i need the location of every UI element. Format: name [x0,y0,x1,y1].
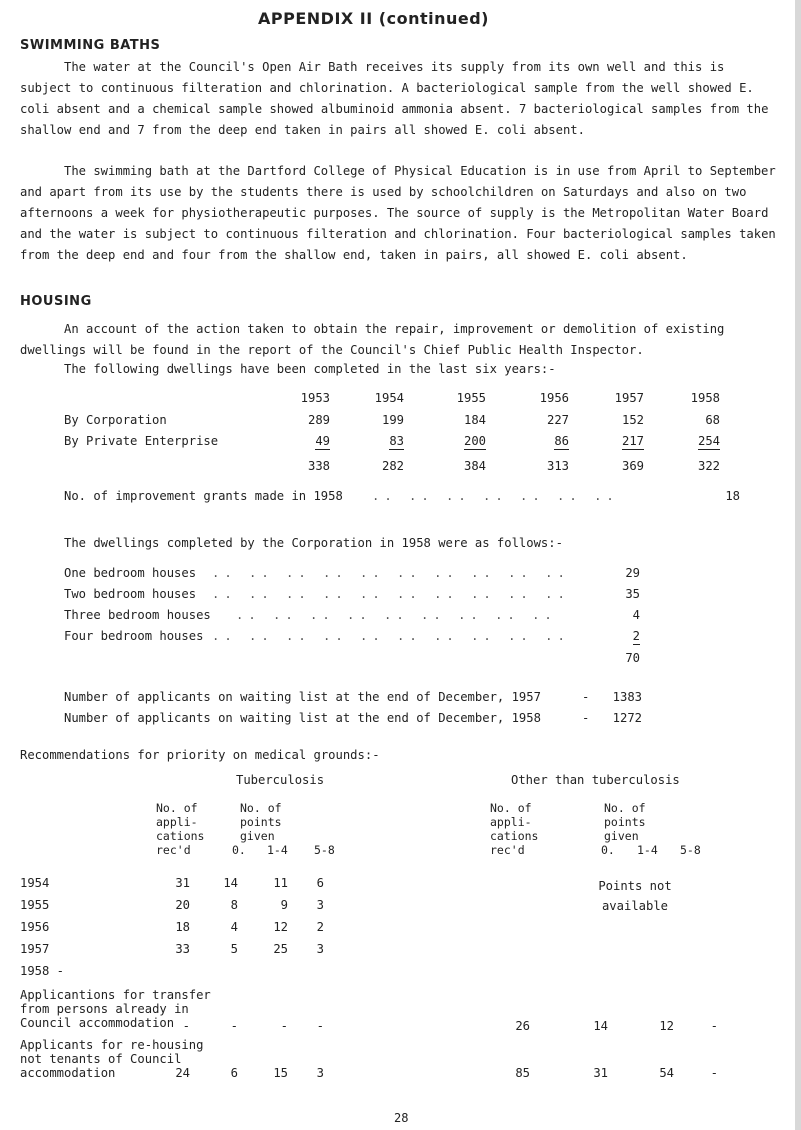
priority-intro: Recommendations for priority on medical grounds:- [20,748,380,762]
year-label-1958: 1958 - [20,964,65,978]
waiting-label-1958: Number of applicants on waiting list at the end of December, 1958 [64,711,541,725]
bedroom-label: Four bedroom houses [64,629,204,643]
table-cell: - [710,1066,718,1080]
col-header-other-points: No. of points given [604,801,646,843]
table-cell: - [316,1019,324,1033]
paragraph-swimming-college: The swimming bath at the Dartford College of Physical Education is in use from April to September and apart from its use by the students there is used by schoolchildren on Saturdays and also on two afternoons a week for physiotherapeutic purposes. The source of supply is the Metropolitan Water Board and the water is subject to continuous filteration and chlorination. Four bacteriological samples taken from the deep end and four from the shallow end, taken in pairs, all showed E. coli absent. [20,164,776,262]
completed-intro: The following dwellings have been completed in the last six years:- [64,362,556,376]
tb-heading: Tuberculosis [236,773,325,787]
table-cell: 8 [230,898,238,912]
year-header: 1954 [374,391,404,405]
table-cell: 49 [315,434,330,448]
total-cell: 322 [697,459,720,473]
year-header: 1956 [539,391,569,405]
table-cell: 152 [621,413,644,427]
waiting-label-1957: Number of applicants on waiting list at the end of December, 1957 [64,690,541,704]
table-cell: 25 [273,942,288,956]
rehousing-label: Applicants for re-housing not tenants of Council accommodation [20,1038,204,1080]
table-cell: 14 [223,876,238,890]
total-cell: 384 [463,459,486,473]
col-header-points: No. of points given [240,801,282,843]
table-cell: 20 [175,898,190,912]
table-cell: 217 [621,434,644,448]
page-title: APPENDIX II (continued) [258,9,489,28]
year-label: 1954 [20,876,50,890]
table-cell: - [230,1019,238,1033]
leader-dots: .. .. .. .. .. .. .. .. .. .. [212,566,570,580]
bedroom-label: Two bedroom houses [64,587,197,601]
bedroom-value: 29 [625,566,640,580]
sub-5-8: 5-8 [314,843,335,857]
row-label-corporation: By Corporation [64,413,167,427]
year-label: 1956 [20,920,50,934]
grants-label: No. of improvement grants made in 1958 [64,489,343,503]
table-cell: 14 [593,1019,608,1033]
table-cell: 11 [273,876,288,890]
waiting-value-1958: 1272 [612,711,642,725]
bedroom-value: 4 [632,608,640,622]
table-cell: 86 [554,434,569,448]
waiting-value-1957: 1383 [612,690,642,704]
section-heading-swimming: SWIMMING BATHS [20,38,161,53]
table-cell: 199 [381,413,404,427]
table-cell: 4 [230,920,238,934]
table-cell: 184 [463,413,486,427]
table-cell: 5 [230,942,238,956]
other-heading: Other than tuberculosis [511,773,680,787]
table-cell: 6 [316,876,324,890]
table-cell: - [280,1019,288,1033]
table-cell: 3 [316,1066,324,1080]
bedroom-label: Three bedroom houses [64,608,211,622]
table-cell: 200 [463,434,486,448]
table-cell: 54 [659,1066,674,1080]
page-number: 28 [394,1111,409,1125]
year-header: 1958 [690,391,720,405]
total-cell: 282 [381,459,404,473]
total-cell: 313 [546,459,569,473]
section-heading-housing: HOUSING [20,294,92,309]
leader-dots: .. .. .. .. .. .. .. [372,489,619,503]
sub-0: 0. [601,843,615,857]
table-cell: - [710,1019,718,1033]
bedroom-total: 70 [625,651,640,665]
table-cell: - [182,1019,190,1033]
table-cell: 68 [705,413,720,427]
table-cell: 9 [280,898,288,912]
paragraph-swimming-open-air: The water at the Council's Open Air Bath receives its supply from its own well and this is subject to continuous filteration and chlorination. A bacteriological sample from the well showed E. coli absent and a chemical sample showed albuminoid ammonia absent. 7 bacteriological samples from the shallow end and 7 from the deep end taken in pairs all showed E. coli absent. [20,60,769,137]
total-cell: 338 [307,459,330,473]
dash: - [582,690,590,704]
table-cell: 12 [659,1019,674,1033]
table-cell: 3 [316,898,324,912]
year-header: 1955 [456,391,486,405]
table-cell: 24 [175,1066,190,1080]
table-cell: 15 [273,1066,288,1080]
year-label: 1957 [20,942,50,956]
dash: - [582,711,590,725]
total-cell: 369 [621,459,644,473]
col-header-apps: No. of appli- cations rec'd [156,801,205,857]
year-header: 1957 [614,391,644,405]
table-cell: 2 [316,920,324,934]
sub-0: 0. [232,843,246,857]
table-cell: 6 [230,1066,238,1080]
grants-value: 18 [725,489,740,503]
sub-1-4: 1-4 [637,843,658,857]
table-cell: 3 [316,942,324,956]
points-not-available: Points not available [598,879,672,913]
table-cell: 12 [273,920,288,934]
corp-intro: The dwellings completed by the Corporation in 1958 were as follows:- [64,536,563,550]
table-cell: 33 [175,942,190,956]
table-cell: 289 [307,413,330,427]
sub-5-8: 5-8 [680,843,701,857]
table-cell: 85 [515,1066,530,1080]
table-cell: 18 [175,920,190,934]
table-cell: 31 [175,876,190,890]
col-header-other-apps: No. of appli- cations rec'd [490,801,539,857]
table-cell: 227 [546,413,569,427]
paragraph-housing-account: An account of the action taken to obtain the repair, improvement or demolition of existing dwellings will be found in the report of the Council's Chief Public Health Inspector. [20,322,725,357]
table-cell: 83 [389,434,404,448]
year-header: 1953 [300,391,330,405]
bedroom-label: One bedroom houses [64,566,197,580]
leader-dots: .. .. .. .. .. .. .. .. .. .. [212,587,570,601]
table-cell: 254 [697,434,720,448]
sub-1-4: 1-4 [267,843,288,857]
table-cell: 31 [593,1066,608,1080]
leader-dots: .. .. .. .. .. .. .. .. .. .. [212,629,570,643]
bedroom-value: 35 [625,587,640,601]
bedroom-value: 2 [632,629,640,643]
page-edge-shadow [795,0,801,1130]
row-label-private: By Private Enterprise [64,434,219,448]
transfer-label: Applicantions for transfer from persons already in Council accommodation [20,988,211,1030]
leader-dots: .. .. .. .. .. .. .. .. .. [236,608,557,622]
year-label: 1955 [20,898,50,912]
table-cell: 26 [515,1019,530,1033]
